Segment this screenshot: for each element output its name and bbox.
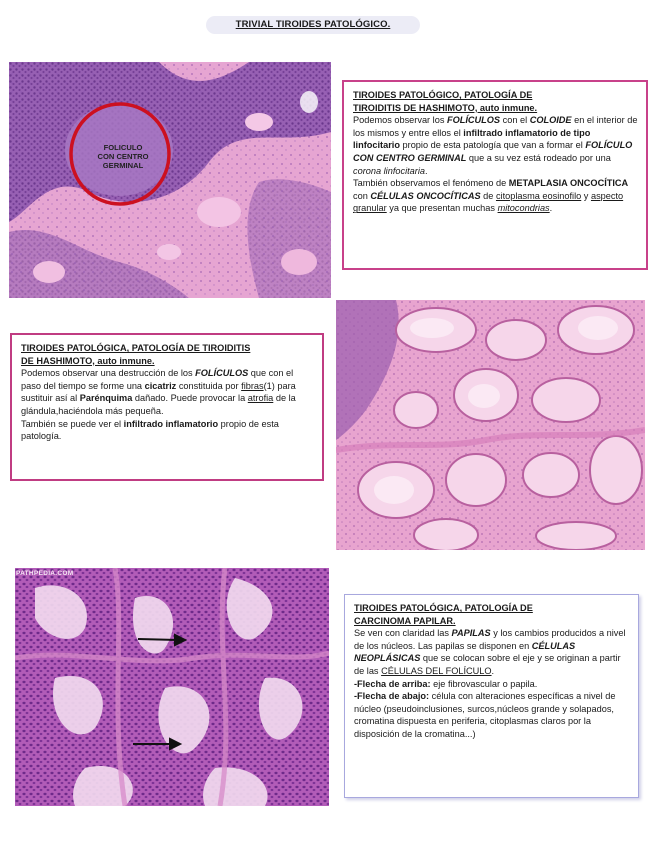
germinal-center-annotation: FOLICULO CON CENTRO GERMINAL	[97, 143, 149, 170]
micrograph-papillary-carcinoma	[15, 568, 329, 806]
watermark-logo: PATHPEDIA.COM	[16, 570, 74, 577]
text-box-hashimoto-2: TIROIDES PATOLÓGICA, PATOLOGÍA DE TIROIDITIS DE HASHIMOTO, auto inmune. Podemos observar una destrucción de los FOLÍCULOS que con el paso del tiempo se forme una cicatriz constituida por fibras(1) para sustituir así al Parénquima dañado. Puede provocar la atrofia de la glándula,haciéndola más pequeña. También se puede ver el infiltrado inflamatorio propio de esta patología.	[10, 333, 324, 481]
text-box-papillary-carcinoma: TIROIDES PATOLÓGICA, PATOLOGÍA DE CARCINOMA PAPILAR. Se ven con claridad las PAPILAS y los cambios producidos a nivel de los núcleos. Las papilas se disponen en CÉLULAS NEOPLÁSICAS que se colocan sobre el eje y se originan a partir de las CÉLULAS DEL FOLÍCULO. -Flecha de arriba: eje fibrovascular o papila. -Flecha de abajo: célula con alteraciones específicas a nivel de núcleo (pseudoinclusiones, surcos,núcleos grande y solapados, cromatina dispuesta en periferia, citoplasmas claros por la disposición de la cromatina...)	[344, 594, 639, 798]
text-box-hashimoto-1: TIROIDES PATOLÓGICO, PATOLOGÍA DE TIROIDITIS DE HASHIMOTO, auto inmune. Podemos observar los FOLÍCULOS con el COLOIDE en el interior de los mismos y entre ellos el infiltrado inflamatorio de tipo linfocitario propio de esta patología que van a formar el FOLÍCULO CON CENTRO GERMINAL que a su vez está rodeado por una corona linfocitaria. También observamos el fenómeno de METAPLASIA ONCOCÍTICA con CÉLULAS ONCOCÍTICAS de citoplasma eosinofilo y aspecto granular ya que presentan muchas mitocondrias.	[342, 80, 648, 270]
micrograph-hashimoto-follicles	[336, 300, 645, 550]
micrograph-hashimoto-germinal-center	[9, 62, 331, 298]
page-title: TRIVIAL TIROIDES PATOLÓGICO.	[206, 16, 420, 34]
